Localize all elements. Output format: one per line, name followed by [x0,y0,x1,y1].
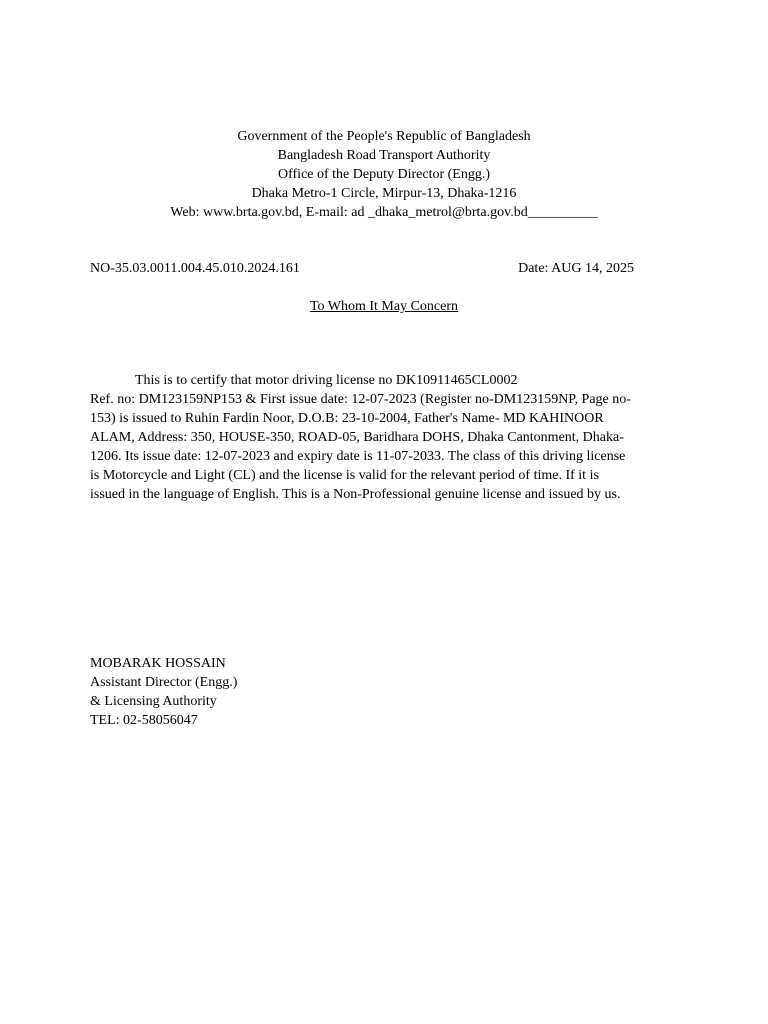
signatory-role: & Licensing Authority [90,694,217,709]
signature-block [90,654,237,730]
signatory-name: MOBARAK HOSSAIN [90,656,226,671]
body-line-1-text: This is to certify that motor driving license no DK10911465CL0002 [135,373,518,388]
reference-line [90,259,634,278]
body-line-7: issued in the language of English. This is a Non-Professional genuine license and issued by us. [90,487,621,502]
letterhead-government: Government of the People's Republic of Bangladesh [237,129,531,144]
signatory-title: Assistant Director (Engg.) [90,675,238,690]
body-line-6: is Motorcycle and Light (CL) and the license is valid for the relevant period of time. If it is [90,468,599,483]
letterhead-contact: Web: www.brta.gov.bd, E-mail: ad _dhaka_metrol@brta.gov.bd__________ [170,205,598,220]
body-line-5: 1206. Its issue date: 12-07-2023 and expiry date is 11-07-2033. The class of this driving license [90,449,626,464]
subject-line [0,297,768,316]
subject-text: To Whom It May Concern [309,299,459,314]
body-line-1 [90,371,668,390]
body-line-2: Ref. no: DM123159NP153 & First issue date: 12-07-2023 (Register no-DM123159NP, Page no- [90,392,631,407]
body-line-4: ALAM, Address: 350, HOUSE-350, ROAD-05, Baridhara DOHS, Dhaka Cantonment, Dhaka- [90,430,624,445]
letterhead-authority: Bangladesh Road Transport Authority [277,148,491,163]
certificate-body [90,371,668,504]
letterhead [0,127,768,222]
reference-number: NO-35.03.0011.004.45.010.2024.161 [90,261,300,276]
body-line-3: 153) is issued to Ruhin Fardin Noor, D.O.B: 23-10-2004, Father's Name- MD KAHINOOR [90,411,604,426]
letterhead-office: Office of the Deputy Director (Engg.) [278,167,490,182]
letterhead-address: Dhaka Metro-1 Circle, Mirpur-13, Dhaka-1216 [251,186,517,201]
document-date: Date: AUG 14, 2025 [518,261,634,276]
signatory-telephone: TEL: 02-58056047 [90,713,198,728]
